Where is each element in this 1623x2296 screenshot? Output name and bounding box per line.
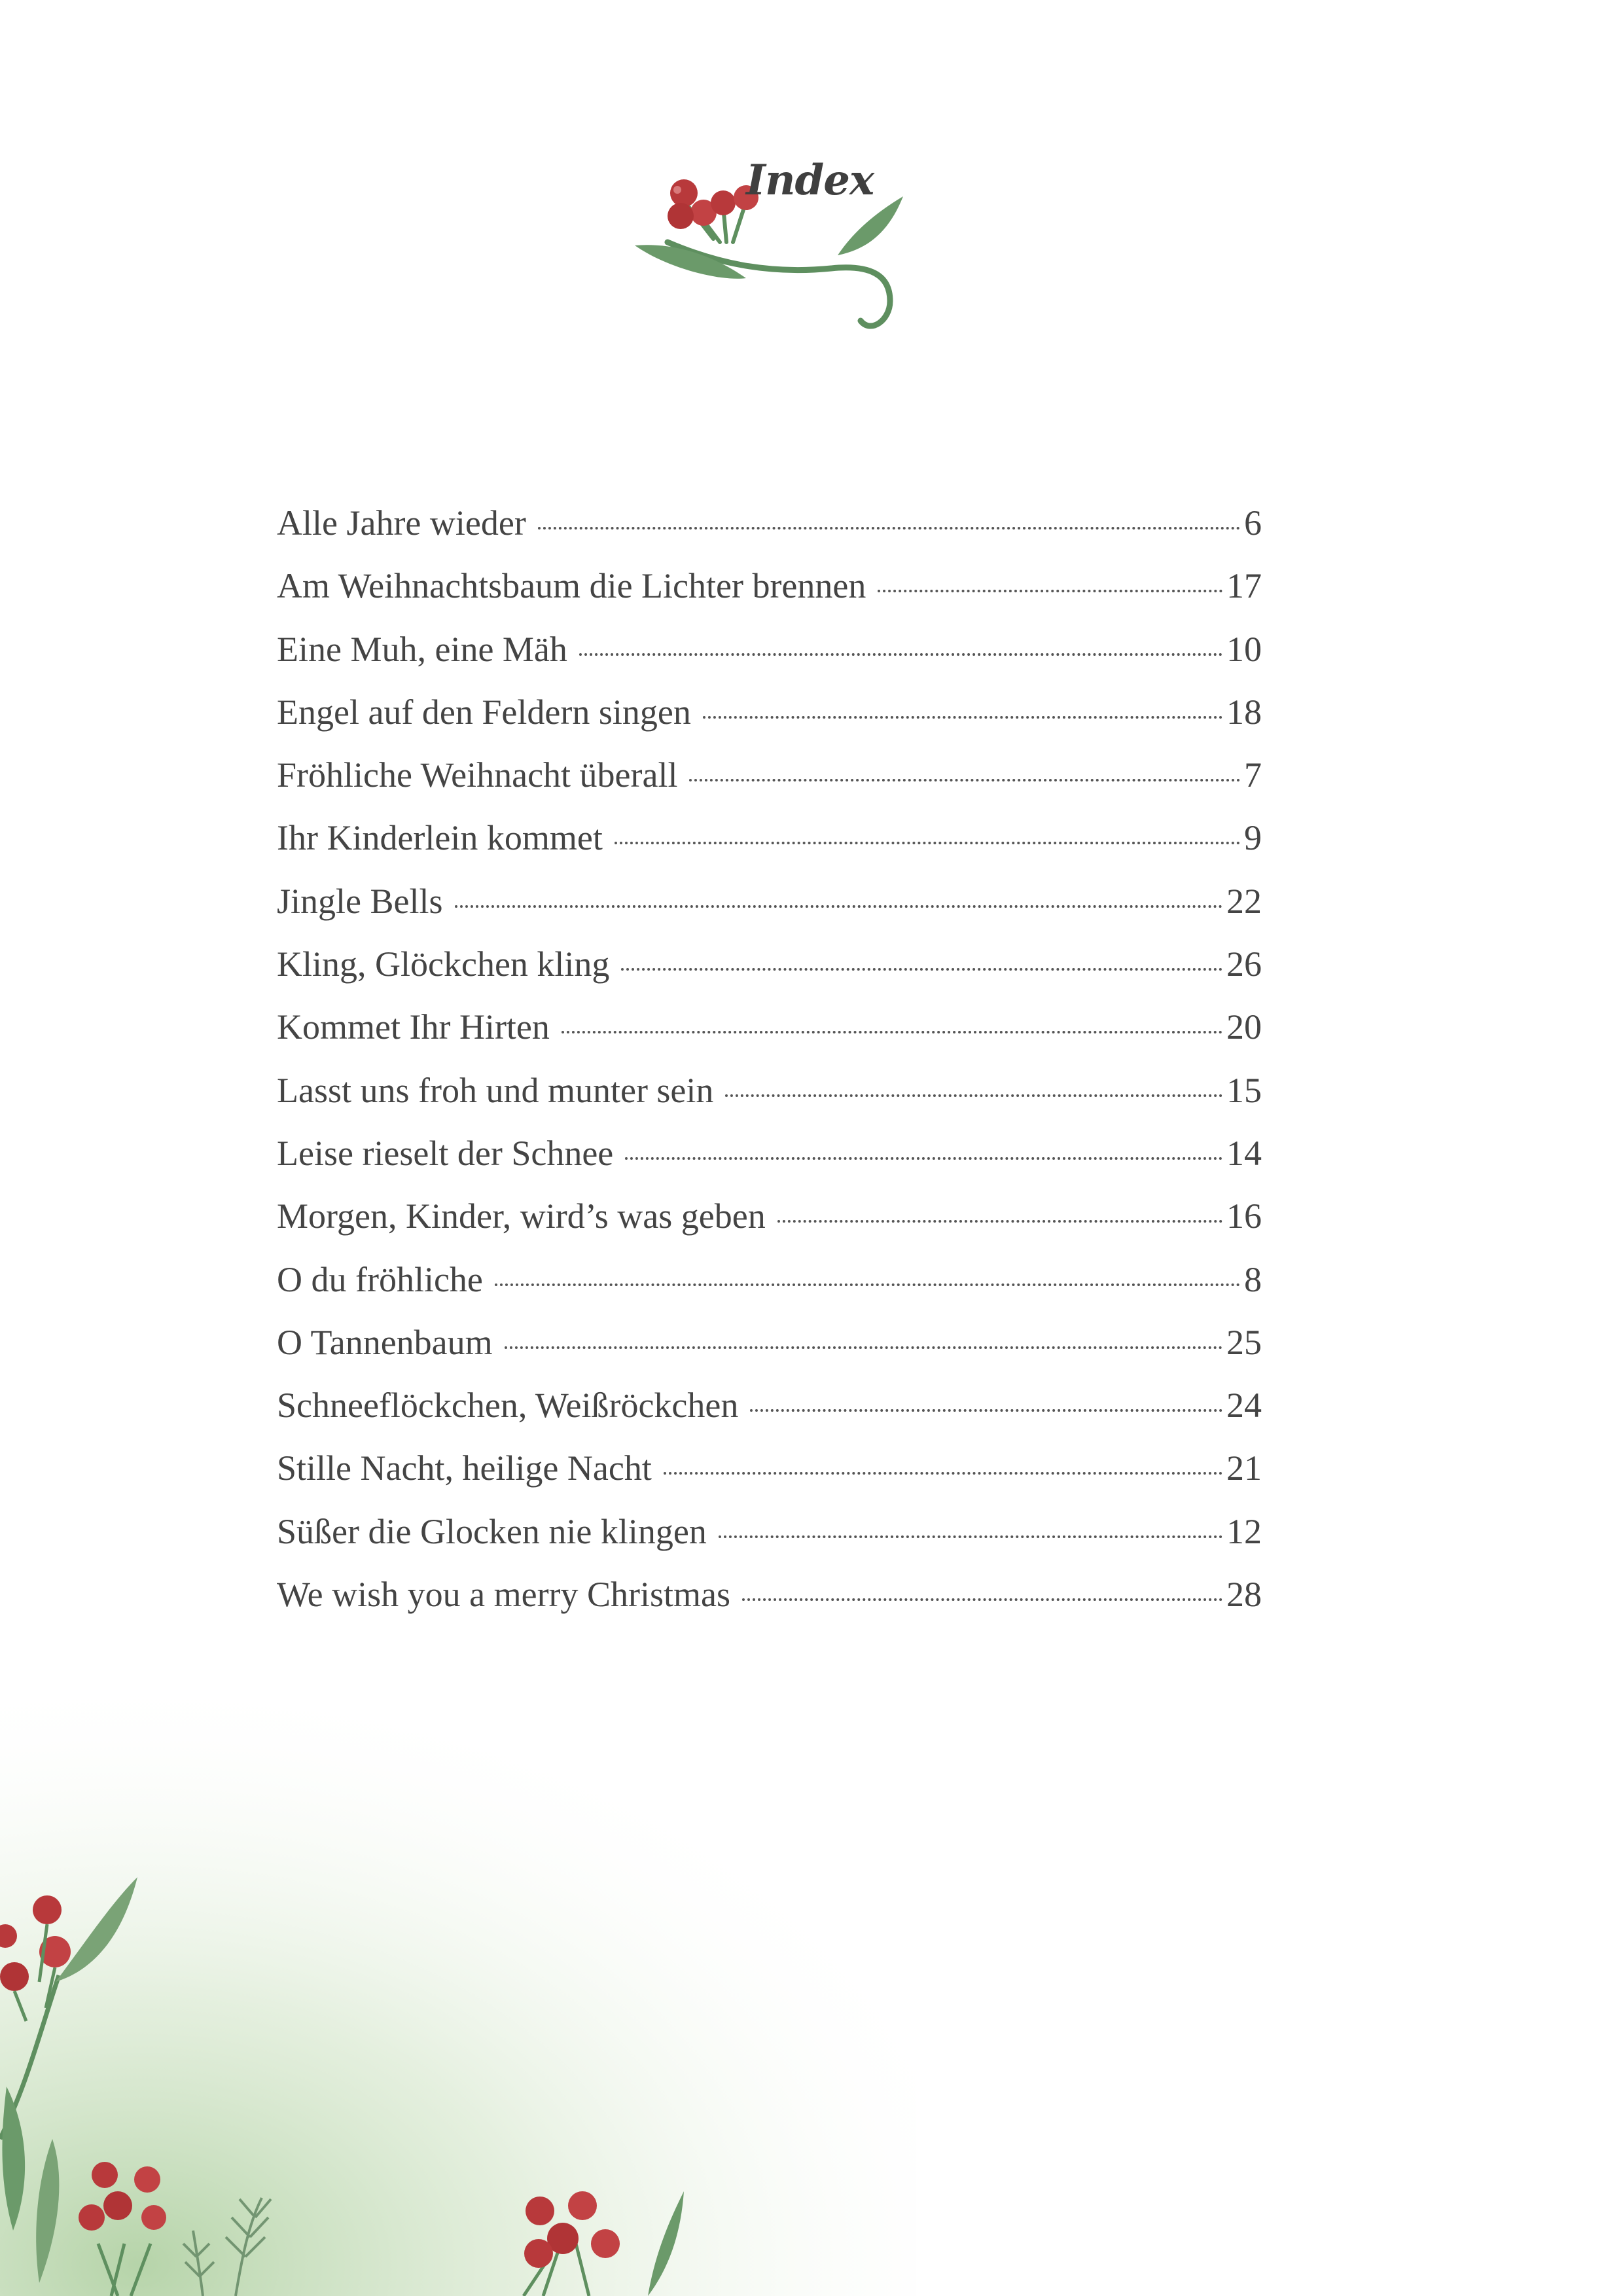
toc-entry-page: 22 — [1226, 881, 1262, 921]
toc-entry-title: O Tannenbaum — [277, 1322, 493, 1362]
toc-entry[interactable] — [277, 1511, 1262, 1574]
toc-entry-page: 12 — [1226, 1511, 1262, 1551]
toc-entry-title: Kling, Glöckchen kling — [277, 944, 610, 984]
toc-entry[interactable] — [277, 1385, 1262, 1448]
toc-entry-page: 14 — [1226, 1133, 1262, 1173]
table-of-contents — [277, 503, 1262, 1637]
toc-entry[interactable] — [277, 817, 1262, 880]
toc-entry[interactable] — [277, 1259, 1262, 1322]
dot-leader — [878, 590, 1222, 592]
dot-leader — [777, 1220, 1222, 1223]
toc-entry[interactable] — [277, 755, 1262, 817]
toc-entry-page: 18 — [1226, 692, 1262, 732]
toc-entry[interactable] — [277, 1070, 1262, 1133]
toc-entry-title: Ihr Kinderlein kommet — [277, 818, 603, 858]
toc-entry-page: 10 — [1226, 629, 1262, 669]
toc-entry-title: Leise rieselt der Schnee — [277, 1133, 614, 1173]
toc-entry[interactable] — [277, 1196, 1262, 1259]
toc-entry-page: 15 — [1226, 1070, 1262, 1110]
holly-berries-icon — [0, 1668, 916, 2296]
dot-leader — [664, 1472, 1222, 1475]
dot-leader — [538, 527, 1240, 529]
toc-entry[interactable] — [277, 1007, 1262, 1069]
toc-entry[interactable] — [277, 565, 1262, 628]
toc-entry-page: 9 — [1244, 818, 1262, 858]
dot-leader — [615, 842, 1240, 844]
dot-leader — [625, 1157, 1222, 1160]
toc-entry-page: 17 — [1226, 566, 1262, 606]
toc-entry-page: 8 — [1244, 1259, 1262, 1299]
dot-leader — [742, 1598, 1222, 1601]
toc-entry[interactable] — [277, 629, 1262, 692]
toc-entry[interactable] — [277, 1322, 1262, 1385]
toc-entry[interactable] — [277, 1448, 1262, 1511]
dot-leader — [495, 1283, 1240, 1286]
toc-entry-title: Kommet Ihr Hirten — [277, 1007, 550, 1047]
toc-entry[interactable] — [277, 944, 1262, 1007]
toc-entry-page: 6 — [1244, 503, 1262, 543]
toc-entry-page: 16 — [1226, 1196, 1262, 1236]
dot-leader — [719, 1535, 1222, 1538]
toc-entry-title: Fröhliche Weihnacht überall — [277, 755, 678, 795]
dot-leader — [725, 1094, 1222, 1097]
toc-entry-title: Morgen, Kinder, wird’s was geben — [277, 1196, 766, 1236]
dot-leader — [562, 1031, 1222, 1033]
dot-leader — [455, 905, 1223, 908]
dot-leader — [621, 968, 1222, 971]
toc-entry-title: Jingle Bells — [277, 881, 443, 921]
toc-entry[interactable] — [277, 503, 1262, 565]
toc-entry-title: O du fröhliche — [277, 1259, 483, 1299]
toc-entry-title: Am Weihnachtsbaum die Lichter brennen — [277, 566, 866, 606]
toc-entry-title: Alle Jahre wieder — [277, 503, 526, 543]
toc-entry-page: 25 — [1226, 1322, 1262, 1362]
dot-leader — [579, 653, 1222, 656]
toc-entry-page: 20 — [1226, 1007, 1262, 1047]
toc-entry-title: Süßer die Glocken nie klingen — [277, 1511, 707, 1551]
dot-leader — [505, 1346, 1222, 1349]
toc-entry-title: We wish you a merry Christmas — [277, 1575, 731, 1615]
dot-leader — [703, 716, 1222, 719]
page-title: Index — [746, 156, 874, 205]
toc-entry-page: 28 — [1226, 1575, 1262, 1615]
toc-entry[interactable] — [277, 881, 1262, 944]
toc-entry-title: Stille Nacht, heilige Nacht — [277, 1448, 652, 1488]
toc-entry-title: Schneeflöckchen, Weißröckchen — [277, 1386, 739, 1426]
toc-entry-page: 26 — [1226, 944, 1262, 984]
toc-entry-title: Lasst uns froh und munter sein — [277, 1070, 714, 1110]
toc-entry-title: Engel auf den Feldern singen — [277, 692, 691, 732]
toc-entry[interactable] — [277, 1133, 1262, 1196]
toc-entry[interactable] — [277, 692, 1262, 755]
toc-entry-title: Eine Muh, eine Mäh — [277, 629, 567, 669]
toc-entry[interactable] — [277, 1574, 1262, 1637]
toc-entry-page: 24 — [1226, 1386, 1262, 1426]
toc-entry-page: 21 — [1226, 1448, 1262, 1488]
dot-leader — [750, 1409, 1222, 1412]
dot-leader — [689, 779, 1240, 781]
toc-entry-page: 7 — [1244, 755, 1262, 795]
